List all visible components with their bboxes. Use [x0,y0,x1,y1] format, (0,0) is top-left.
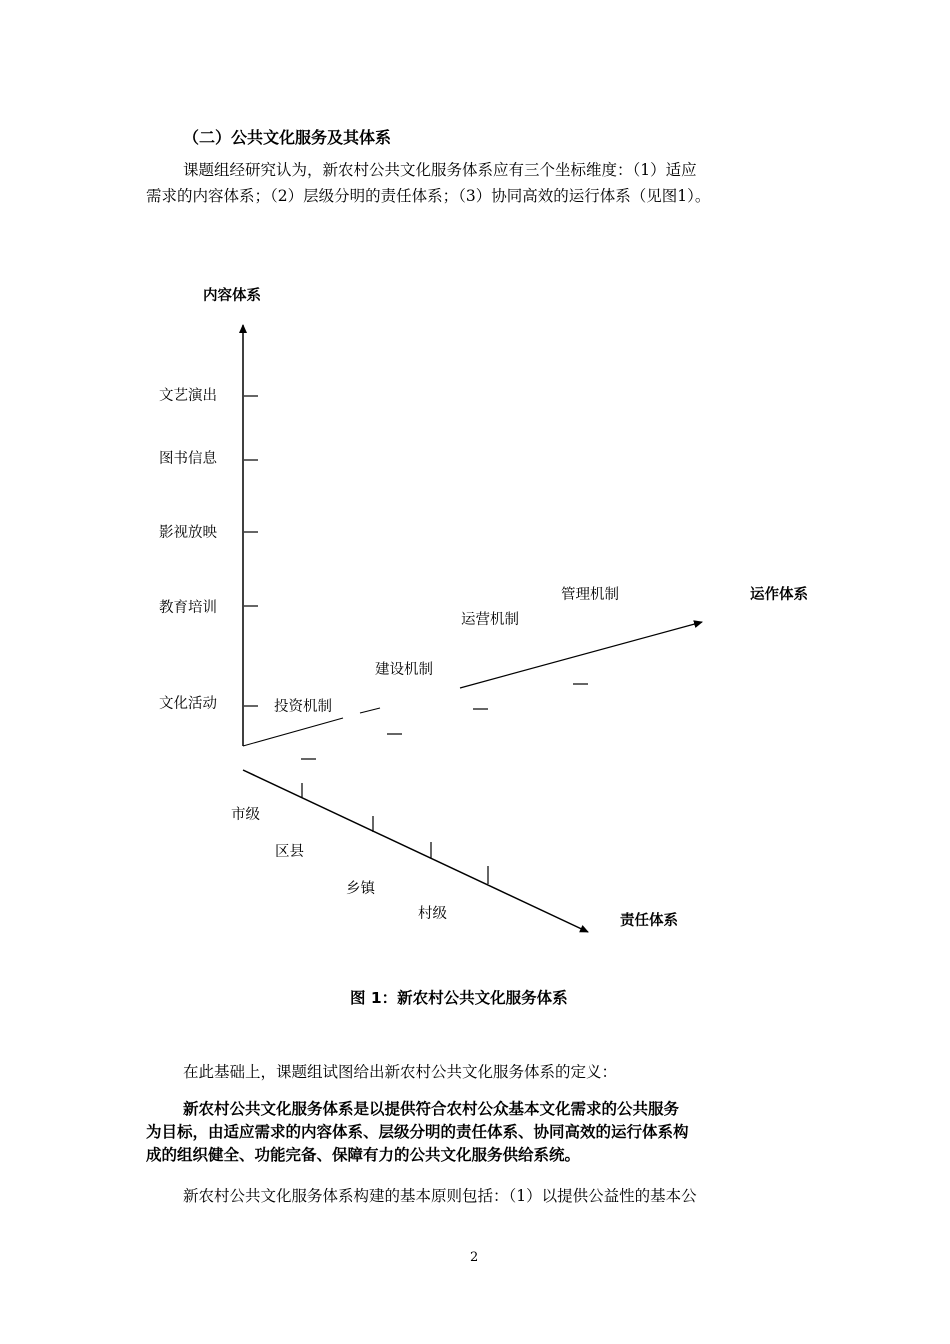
content-axis-title: 内容体系 [203,288,261,304]
definition-line-3: 成的组织健全、功能完备、保障有力的公共文化服务供给系统。 [146,1146,581,1164]
responsibility-label-4: 村级 [418,906,447,922]
operation-label-1: 投资机制 [274,699,332,715]
operation-label-4: 管理机制 [561,587,619,603]
operation-axis-line [460,622,702,688]
content-label-2: 图书信息 [159,451,217,467]
responsibility-label-2: 区县 [275,844,304,860]
responsibility-axis-title: 责任体系 [620,913,678,929]
intro-line-2: 需求的内容体系；（2）层级分明的责任体系；（3）协同高效的运行体系（见图1）。 [146,187,711,205]
responsibility-label-1: 市级 [231,807,260,823]
content-label-5: 文化活动 [159,696,217,712]
operation-axis-segment [243,718,343,746]
definition-line-1: 新农村公共文化服务体系是以提供符合农村公众基本文化需求的公共服务 [183,1100,680,1118]
section-heading: （二）公共文化服务及其体系 [183,128,392,147]
operation-axis-title: 运作体系 [750,587,808,603]
figure-caption: 图 1：新农村公共文化服务体系 [350,989,568,1007]
operation-axis-segment [360,708,380,713]
operation-label-3: 运营机制 [461,612,519,628]
operation-label-2: 建设机制 [375,662,433,678]
principles-line-1: 新农村公共文化服务体系构建的基本原则包括：（1）以提供公益性的基本公 [183,1187,697,1205]
definition-line-2: 为目标，由适应需求的内容体系、层级分明的责任体系、协同高效的运行体系构 [146,1123,689,1141]
definition-intro-line: 在此基础上，课题组试图给出新农村公共文化服务体系的定义： [183,1063,618,1081]
responsibility-label-3: 乡镇 [346,881,375,897]
page-number: 2 [470,1250,479,1265]
content-label-3: 影视放映 [159,525,217,541]
content-label-1: 文艺演出 [159,388,217,404]
definition-paragraph [146,1098,816,1167]
definition-intro-paragraph [146,1059,816,1085]
principles-paragraph [146,1183,816,1209]
content-label-4: 教育培训 [159,600,217,616]
intro-line-1: 课题组经研究认为，新农村公共文化服务体系应有三个坐标维度：（1）适应 [183,161,697,179]
